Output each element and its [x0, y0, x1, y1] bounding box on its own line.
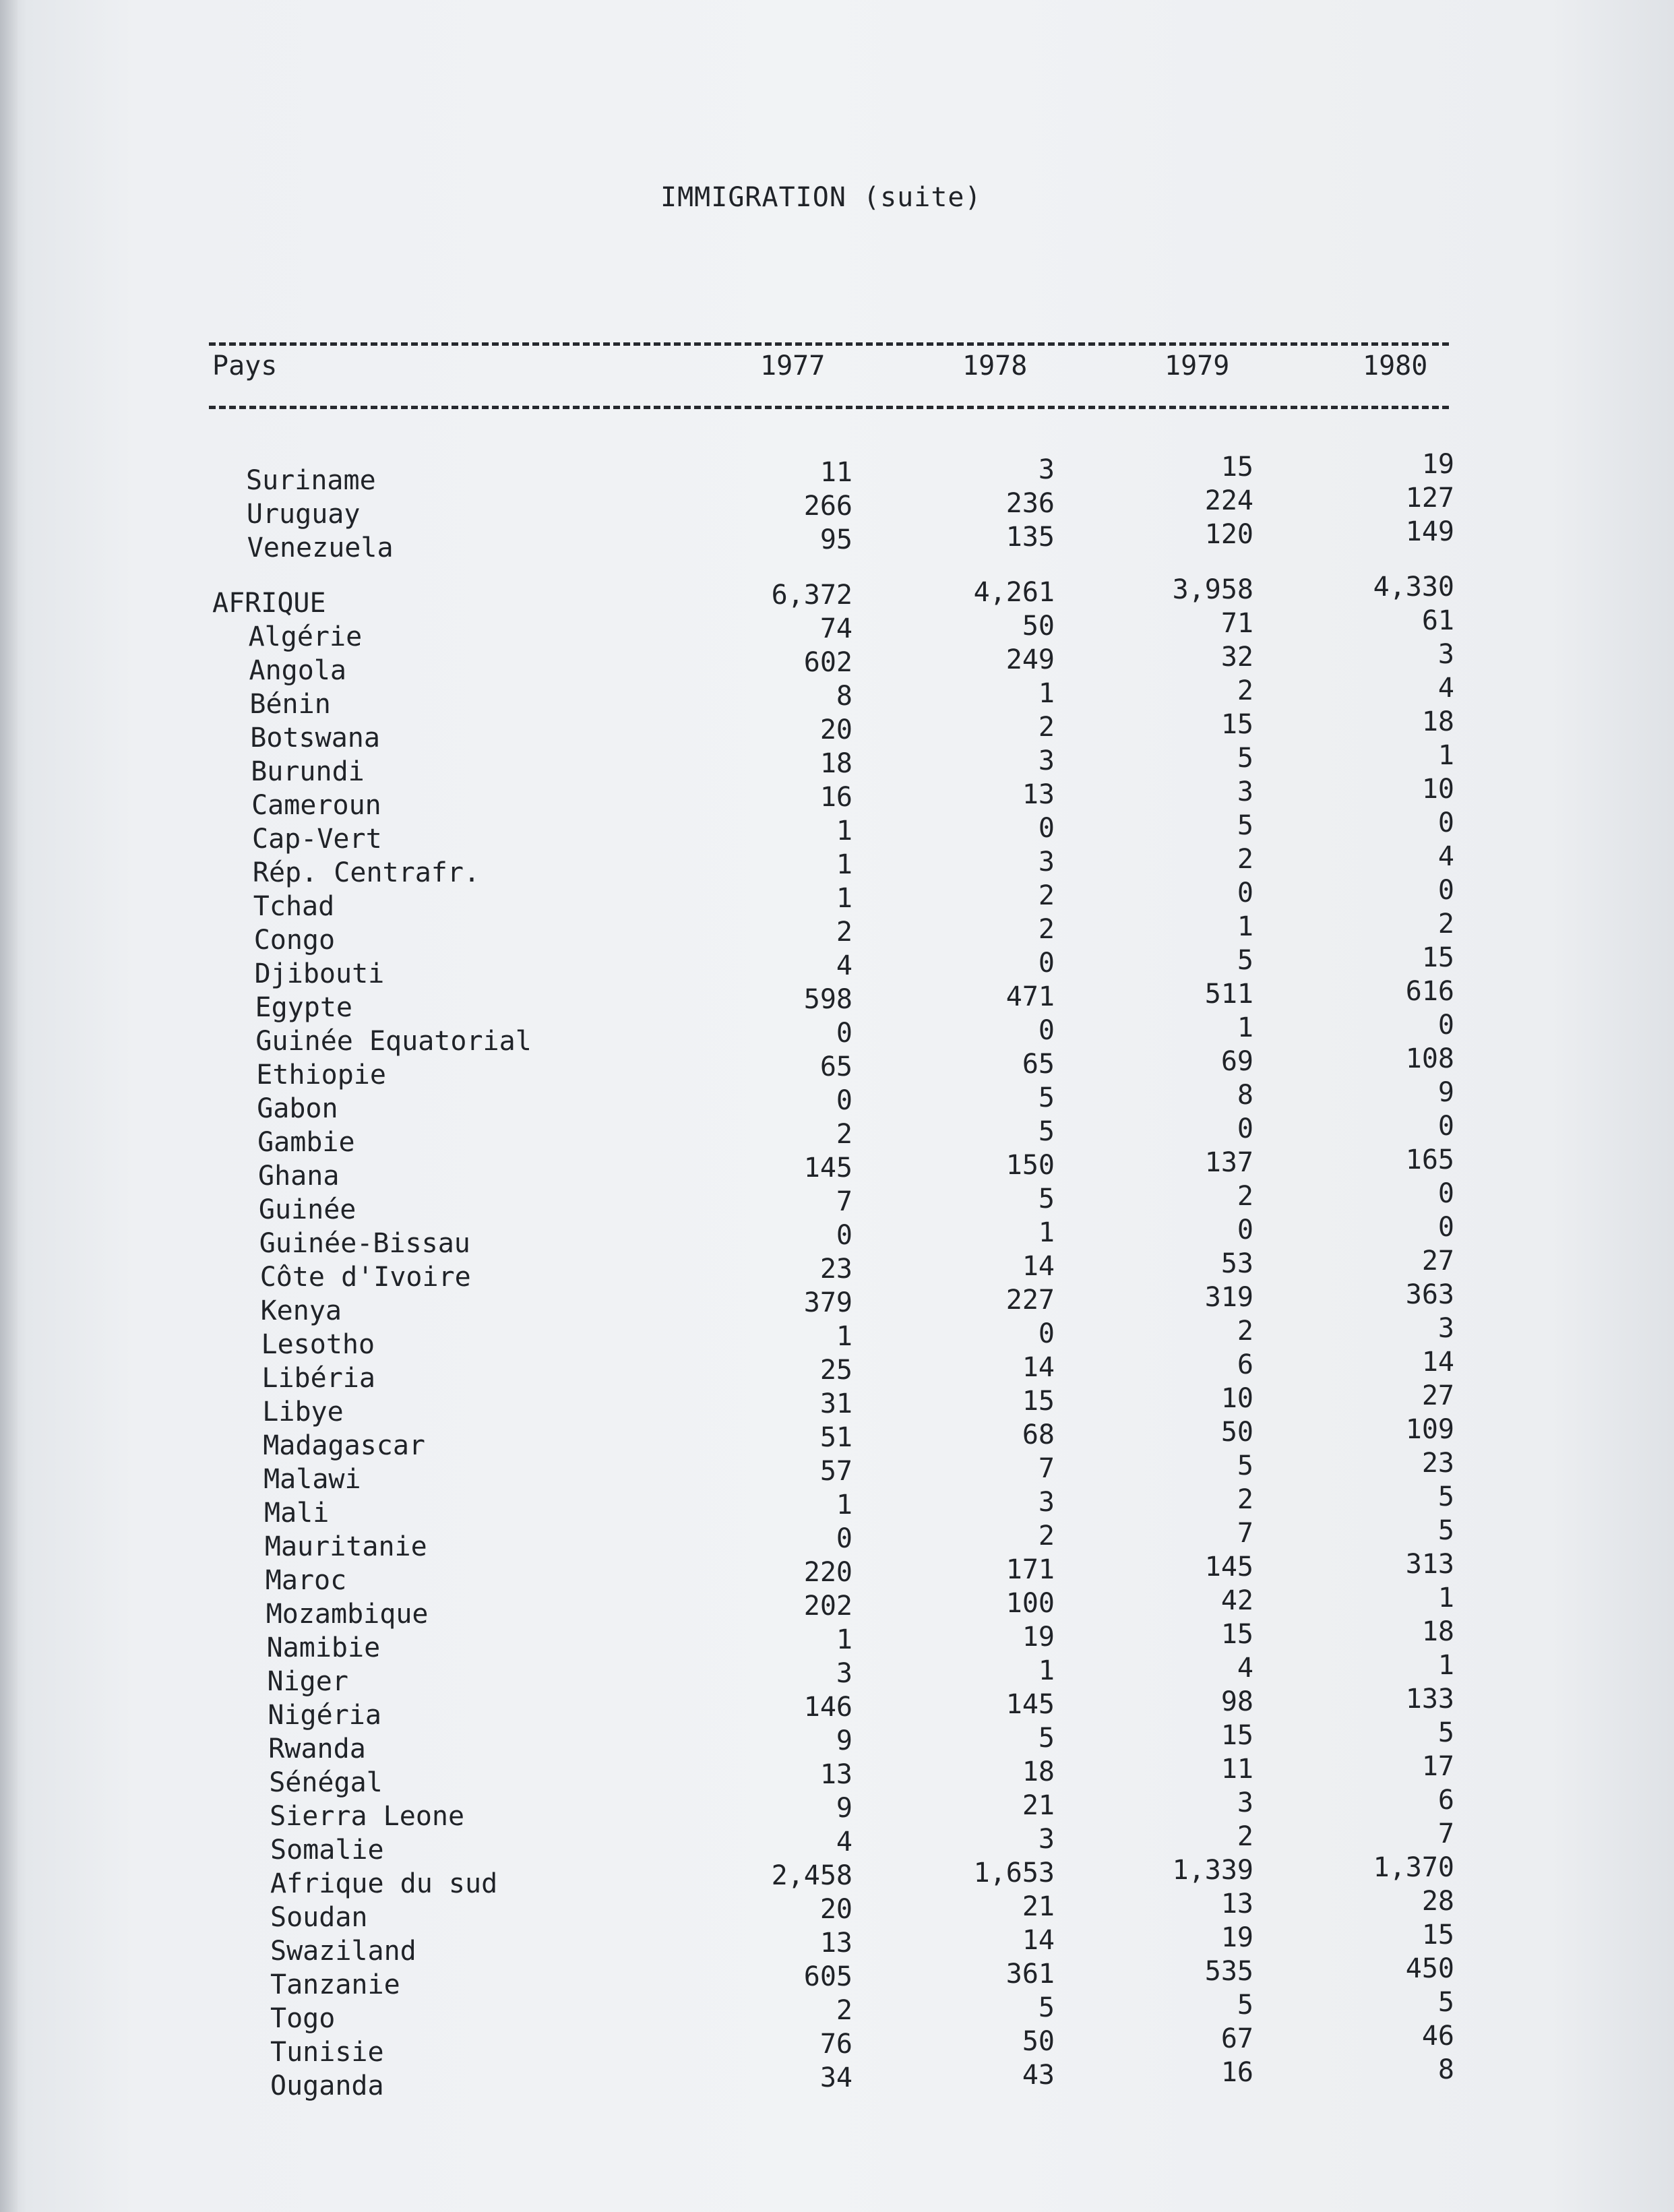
value-1977: 31 — [819, 1388, 852, 1419]
country-name: Niger — [267, 1666, 348, 1697]
value-1979: 13 — [1220, 1888, 1253, 1919]
country-name: Lesotho — [261, 1329, 375, 1360]
value-1980: 4 — [1437, 841, 1454, 872]
value-1979: 2 — [1237, 675, 1253, 706]
value-1978: 15 — [1022, 1386, 1055, 1417]
value-1980: 0 — [1437, 807, 1454, 838]
value-1977: 1 — [836, 1489, 852, 1520]
value-1979: 5 — [1237, 1450, 1253, 1481]
value-1980: 6 — [1437, 1785, 1454, 1816]
value-1979: 11 — [1220, 1754, 1253, 1785]
country-name: Maroc — [265, 1565, 347, 1596]
value-1980: 10 — [1421, 774, 1454, 805]
country-name: Congo — [253, 925, 336, 956]
value-1979: 2 — [1237, 1484, 1253, 1515]
value-1977: 65 — [819, 1051, 852, 1082]
value-1979: 69 — [1220, 1046, 1253, 1077]
value-1979: 535 — [1204, 1956, 1253, 1987]
value-1977: 0 — [836, 1220, 852, 1251]
value-1977: 146 — [803, 1692, 852, 1723]
value-1978: 2 — [1038, 914, 1055, 945]
value-1979: 1 — [1237, 1012, 1253, 1043]
country-name: Venezuela — [247, 532, 394, 563]
value-1979: 71 — [1220, 608, 1253, 639]
value-1977: 16 — [819, 782, 852, 813]
value-1980: 616 — [1405, 976, 1454, 1007]
value-1979: 511 — [1204, 979, 1253, 1010]
value-1979: 3,958 — [1172, 574, 1253, 605]
value-1980: 5 — [1437, 1987, 1454, 2018]
value-1980: 1 — [1437, 1650, 1454, 1681]
value-1980: 450 — [1405, 1953, 1454, 1984]
value-1978: 50 — [1022, 2026, 1055, 2057]
value-1977: 6,372 — [771, 580, 852, 611]
value-1980: 14 — [1421, 1347, 1454, 1378]
value-1980: 4 — [1437, 673, 1454, 704]
value-1977: 1 — [836, 883, 852, 914]
value-1978: 7 — [1038, 1453, 1055, 1484]
value-1980: 5 — [1437, 1717, 1454, 1748]
country-name: Rép. Centrafr. — [252, 857, 480, 888]
country-name: Ethiopie — [256, 1059, 386, 1090]
value-1980: 28 — [1421, 1886, 1454, 1917]
value-1977: 9 — [836, 1725, 852, 1756]
country-name: Djibouti — [254, 958, 385, 989]
value-1980: 313 — [1405, 1549, 1454, 1580]
value-1978: 100 — [1005, 1588, 1055, 1619]
value-1980: 8 — [1437, 2054, 1454, 2085]
value-1980: 363 — [1405, 1279, 1454, 1310]
value-1979: 19 — [1220, 1922, 1253, 1953]
value-1977: 2,458 — [771, 1860, 852, 1891]
country-name: Tanzanie — [270, 1969, 400, 2000]
value-1977: 7 — [836, 1186, 852, 1217]
value-1979: 16 — [1220, 2057, 1253, 2088]
value-1977: 34 — [819, 2062, 852, 2093]
value-1977: 20 — [819, 714, 852, 745]
value-1978: 19 — [1022, 1622, 1055, 1653]
value-1980: 27 — [1421, 1380, 1454, 1411]
value-1978: 5 — [1038, 1992, 1055, 2023]
value-1978: 3 — [1038, 745, 1055, 776]
value-1979: 145 — [1204, 1552, 1253, 1583]
value-1978: 3 — [1038, 847, 1055, 878]
value-1979: 319 — [1204, 1282, 1253, 1313]
value-1977: 25 — [819, 1355, 852, 1386]
value-1978: 227 — [1005, 1285, 1055, 1316]
value-1980: 4,330 — [1373, 572, 1454, 603]
value-1977: 18 — [819, 748, 852, 779]
value-1980: 9 — [1437, 1077, 1454, 1108]
value-1977: 602 — [803, 647, 852, 678]
value-1980: 127 — [1405, 483, 1454, 514]
value-1978: 145 — [1005, 1689, 1055, 1720]
country-name: Rwanda — [268, 1733, 366, 1764]
country-name: Ghana — [258, 1161, 340, 1192]
value-1978: 249 — [1005, 644, 1055, 675]
country-name: Botswana — [250, 723, 380, 754]
country-name: Côte d'Ivoire — [259, 1262, 471, 1293]
country-name: Tchad — [253, 891, 335, 922]
value-1977: 20 — [819, 1894, 852, 1925]
value-1980: 133 — [1405, 1684, 1454, 1715]
value-1979: 4 — [1237, 1653, 1253, 1684]
country-name: Madagascar — [263, 1430, 426, 1461]
value-1977: 1 — [836, 849, 852, 880]
value-1977: 76 — [819, 2029, 852, 2060]
value-1979: 50 — [1220, 1417, 1253, 1448]
value-1979: 67 — [1220, 2023, 1253, 2054]
country-name: Cameroun — [251, 790, 381, 821]
country-name: Somalie — [270, 1835, 384, 1866]
value-1977: 3 — [836, 1658, 852, 1689]
country-name: Sierra Leone — [270, 1801, 465, 1832]
header-country: Pays — [212, 350, 278, 381]
value-1977: 220 — [803, 1557, 852, 1588]
country-name: Nigéria — [268, 1700, 381, 1731]
value-1977: 0 — [836, 1523, 852, 1554]
value-1978: 0 — [1038, 1318, 1055, 1349]
country-name: Mozambique — [266, 1599, 429, 1630]
value-1978: 43 — [1022, 2060, 1055, 2091]
value-1980: 15 — [1421, 1919, 1454, 1950]
value-1978: 0 — [1038, 813, 1055, 844]
country-name: Guinée-Bissau — [259, 1228, 470, 1259]
value-1978: 3 — [1038, 1824, 1055, 1855]
value-1977: 145 — [803, 1153, 852, 1184]
value-1980: 0 — [1437, 1010, 1454, 1041]
value-1978: 471 — [1005, 981, 1055, 1012]
value-1980: 7 — [1437, 1818, 1454, 1849]
value-1978: 5 — [1038, 1082, 1055, 1113]
value-1979: 15 — [1220, 1619, 1253, 1650]
value-1977: 2 — [836, 1119, 852, 1150]
country-name: Algérie — [248, 621, 363, 652]
value-1978: 1 — [1038, 1655, 1055, 1686]
value-1977: 9 — [836, 1793, 852, 1824]
value-1979: 5 — [1237, 945, 1253, 976]
page-title: IMMIGRATION (suite) — [660, 182, 982, 213]
value-1978: 5 — [1038, 1723, 1055, 1754]
country-name: Egypte — [255, 992, 352, 1023]
value-1979: 0 — [1237, 878, 1253, 909]
value-1980: 5 — [1437, 1515, 1454, 1546]
value-1980: 1 — [1437, 740, 1454, 771]
value-1979: 7 — [1237, 1518, 1253, 1549]
value-1978: 236 — [1005, 488, 1055, 519]
value-1979: 224 — [1204, 485, 1253, 516]
value-1979: 3 — [1237, 776, 1253, 807]
value-1979: 8 — [1237, 1080, 1253, 1111]
country-name: Guinée — [258, 1194, 356, 1225]
value-1978: 2 — [1038, 712, 1055, 743]
value-1977: 1 — [836, 816, 852, 847]
value-1980: 61 — [1421, 605, 1454, 636]
value-1978: 150 — [1005, 1150, 1055, 1181]
table-row — [0, 516, 1674, 565]
value-1980: 109 — [1405, 1414, 1454, 1445]
value-1979: 2 — [1237, 844, 1253, 875]
country-name: Libye — [262, 1396, 344, 1427]
country-name: Angola — [249, 655, 346, 686]
value-1977: 57 — [819, 1456, 852, 1487]
value-1979: 120 — [1204, 519, 1253, 550]
country-name: Bénin — [249, 689, 331, 720]
header-year-1977: 1977 — [760, 350, 826, 381]
value-1977: 13 — [819, 1759, 852, 1790]
header-year-1980: 1980 — [1363, 350, 1428, 381]
value-1980: 3 — [1437, 1313, 1454, 1344]
value-1978: 14 — [1022, 1251, 1055, 1282]
value-1980: 0 — [1437, 1178, 1454, 1209]
value-1979: 3 — [1237, 1787, 1253, 1818]
value-1979: 2 — [1237, 1181, 1253, 1212]
country-name: Namibie — [266, 1632, 381, 1663]
value-1978: 21 — [1022, 1891, 1055, 1922]
value-1979: 0 — [1237, 1215, 1253, 1246]
value-1978: 1 — [1038, 678, 1055, 709]
header-year-1979: 1979 — [1165, 350, 1230, 381]
value-1980: 108 — [1405, 1043, 1454, 1074]
value-1977: 2 — [836, 1995, 852, 2026]
value-1977: 605 — [803, 1961, 852, 1992]
value-1979: 2 — [1237, 1821, 1253, 1852]
country-name: Afrique du sud — [270, 1868, 498, 1899]
value-1977: 1 — [836, 1624, 852, 1655]
country-name: Burundi — [251, 756, 365, 787]
value-1980: 149 — [1405, 516, 1454, 547]
value-1978: 18 — [1022, 1756, 1055, 1787]
country-name: Mauritanie — [264, 1531, 427, 1562]
value-1978: 2 — [1038, 1520, 1055, 1552]
value-1980: 46 — [1421, 2021, 1454, 2052]
value-1977: 0 — [836, 1018, 852, 1049]
value-1978: 2 — [1038, 880, 1055, 911]
region-label: AFRIQUE — [212, 588, 326, 619]
value-1979: 53 — [1220, 1248, 1253, 1279]
value-1977: 51 — [819, 1422, 852, 1453]
value-1979: 2 — [1237, 1316, 1253, 1347]
country-name: Togo — [270, 2003, 336, 2034]
value-1977: 4 — [836, 1826, 852, 1857]
value-1977: 23 — [819, 1254, 852, 1285]
value-1979: 5 — [1237, 743, 1253, 774]
value-1980: 1,370 — [1373, 1852, 1454, 1883]
table-row — [0, 2054, 1674, 2103]
value-1979: 6 — [1237, 1349, 1253, 1380]
value-1977: 266 — [803, 491, 852, 522]
value-1979: 15 — [1220, 709, 1253, 740]
country-name: Ouganda — [270, 2070, 384, 2101]
value-1980: 27 — [1421, 1246, 1454, 1277]
country-name: Uruguay — [246, 499, 361, 530]
value-1978: 65 — [1022, 1049, 1055, 1080]
value-1977: 95 — [819, 524, 852, 555]
value-1978: 1 — [1038, 1217, 1055, 1248]
country-name: Malawi — [264, 1464, 361, 1495]
value-1980: 0 — [1437, 1111, 1454, 1142]
value-1979: 15 — [1220, 1720, 1253, 1751]
value-1980: 15 — [1421, 942, 1454, 973]
value-1977: 202 — [803, 1591, 852, 1622]
value-1978: 171 — [1005, 1554, 1055, 1585]
value-1979: 1,339 — [1172, 1855, 1253, 1886]
value-1978: 21 — [1022, 1790, 1055, 1821]
value-1977: 2 — [836, 917, 852, 948]
value-1978: 0 — [1038, 1015, 1055, 1046]
value-1977: 379 — [803, 1287, 852, 1318]
value-1977: 1 — [836, 1321, 852, 1352]
country-name: Libéria — [261, 1363, 375, 1394]
value-1980: 2 — [1437, 909, 1454, 940]
country-name: Cap-Vert — [252, 824, 382, 855]
value-1979: 15 — [1220, 452, 1253, 483]
value-1977: 0 — [836, 1085, 852, 1116]
country-name: Suriname — [246, 465, 376, 496]
value-1979: 98 — [1220, 1686, 1253, 1717]
value-1978: 3 — [1038, 454, 1055, 485]
value-1977: 8 — [836, 681, 852, 712]
value-1977: 13 — [819, 1928, 852, 1959]
value-1980: 23 — [1421, 1448, 1454, 1479]
value-1978: 14 — [1022, 1925, 1055, 1956]
value-1980: 18 — [1421, 1616, 1454, 1647]
value-1979: 42 — [1220, 1585, 1253, 1616]
country-name: Swaziland — [270, 1936, 416, 1967]
value-1980: 5 — [1437, 1481, 1454, 1512]
country-name: Soudan — [270, 1902, 368, 1933]
value-1977: 4 — [836, 950, 852, 981]
value-1980: 18 — [1421, 706, 1454, 737]
value-1978: 68 — [1022, 1419, 1055, 1450]
value-1978: 5 — [1038, 1184, 1055, 1215]
value-1978: 361 — [1005, 1959, 1055, 1990]
value-1978: 0 — [1038, 948, 1055, 979]
value-1980: 1 — [1437, 1583, 1454, 1614]
country-name: Kenya — [260, 1295, 342, 1326]
header-year-1978: 1978 — [962, 350, 1028, 381]
value-1979: 1 — [1237, 911, 1253, 942]
value-1977: 11 — [819, 457, 852, 488]
value-1980: 165 — [1405, 1144, 1454, 1175]
value-1978: 14 — [1022, 1352, 1055, 1383]
value-1978: 4,261 — [973, 577, 1055, 608]
value-1980: 17 — [1421, 1751, 1454, 1782]
value-1980: 3 — [1437, 639, 1454, 670]
value-1980: 19 — [1421, 449, 1454, 480]
value-1979: 137 — [1204, 1147, 1253, 1178]
value-1978: 50 — [1022, 611, 1055, 642]
country-name: Sénégal — [269, 1767, 383, 1798]
country-name: Gambie — [257, 1127, 355, 1158]
value-1979: 10 — [1220, 1383, 1253, 1414]
value-1977: 598 — [803, 984, 852, 1015]
value-1978: 5 — [1038, 1116, 1055, 1147]
country-name: Mali — [264, 1498, 330, 1529]
value-1979: 5 — [1237, 1990, 1253, 2021]
value-1979: 32 — [1220, 642, 1253, 673]
value-1978: 1,653 — [973, 1857, 1055, 1888]
value-1980: 0 — [1437, 875, 1454, 906]
value-1979: 5 — [1237, 810, 1253, 841]
value-1978: 135 — [1005, 522, 1055, 553]
country-name: Gabon — [257, 1093, 338, 1124]
value-1977: 74 — [819, 613, 852, 644]
country-name: Guinée Equatorial — [255, 1026, 532, 1057]
value-1978: 13 — [1022, 779, 1055, 810]
country-name: Tunisie — [270, 2037, 384, 2068]
value-1979: 0 — [1237, 1113, 1253, 1144]
value-1980: 0 — [1437, 1212, 1454, 1243]
value-1978: 3 — [1038, 1487, 1055, 1518]
